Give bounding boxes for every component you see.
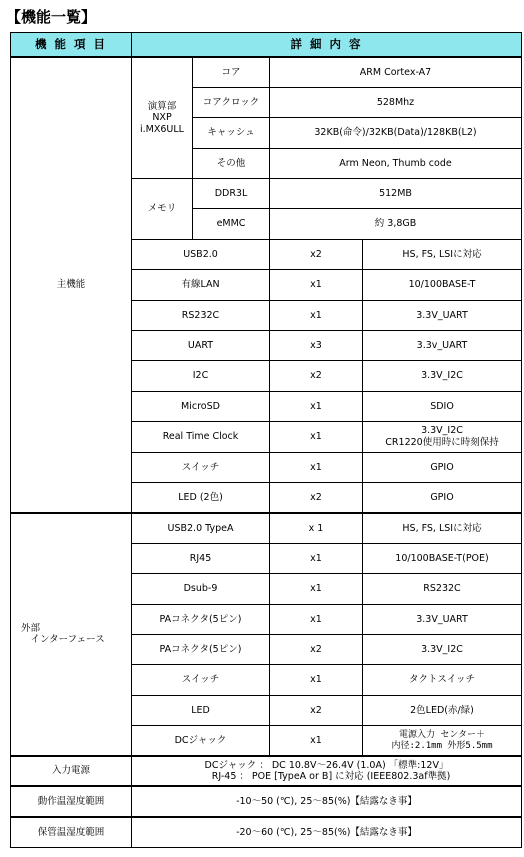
main-item: UART <box>132 331 270 361</box>
main-item: Real Time Clock <box>132 422 270 452</box>
main-item: I2C <box>132 361 270 391</box>
main-count: x2 <box>270 482 363 512</box>
memory-value: 約 3,8GB <box>270 209 522 239</box>
main-item: スイッチ <box>132 452 270 482</box>
table-row <box>11 817 522 847</box>
ext-detail: タクトスイッチ <box>363 665 522 695</box>
main-count: x1 <box>270 391 363 421</box>
ext-detail: 3.3V_I2C <box>363 634 522 664</box>
ext-count: x1 <box>270 574 363 604</box>
table-row <box>11 57 522 87</box>
op-temp-value: -10～50 (℃), 25～85(%)【結露なき事】 <box>132 786 522 816</box>
memory-label: メモリ <box>132 179 193 240</box>
ext-detail: 電源入力 センター＋ 内径:2.1mm 外形5.5mm <box>363 726 522 756</box>
ext-item: Dsub-9 <box>132 574 270 604</box>
external-interface-label: 外部 インターフェース <box>11 513 132 756</box>
main-count: x1 <box>270 270 363 300</box>
ext-detail: 3.3V_UART <box>363 604 522 634</box>
main-detail: GPIO <box>363 482 522 512</box>
power-value: DCジャック ： DC 10.8V～26.4V (1.0A) 「標準:12V」 RJ-45 ： POE [TypeA or B] に対応 (IEEE802.3af準拠) <box>132 756 522 786</box>
memory-item: eMMC <box>193 209 270 239</box>
op-temp-label: 動作温湿度範囲 <box>11 786 132 816</box>
main-item: RS232C <box>132 300 270 330</box>
cpu-item: キャッシュ <box>193 118 270 148</box>
table-header-row <box>11 33 522 58</box>
ext-item: PAコネクタ(5ピン) <box>132 634 270 664</box>
cpu-value: ARM Cortex-A7 <box>270 57 522 87</box>
ext-detail: HS, FS, LSIに対応 <box>363 513 522 543</box>
main-count: x2 <box>270 239 363 269</box>
main-detail: HS, FS, LSIに対応 <box>363 239 522 269</box>
storage-temp-label: 保管温湿度範囲 <box>11 817 132 847</box>
cpu-value: 528Mhz <box>270 87 522 117</box>
main-count: x2 <box>270 361 363 391</box>
ext-detail: 10/100BASE-T(POE) <box>363 543 522 573</box>
main-count: x1 <box>270 452 363 482</box>
main-item: USB2.0 <box>132 239 270 269</box>
ext-item: DCジャック <box>132 726 270 756</box>
table-row <box>11 786 522 816</box>
spec-table <box>10 32 522 848</box>
memory-item: DDR3L <box>193 179 270 209</box>
ext-item: LED <box>132 695 270 725</box>
ext-count: x1 <box>270 543 363 573</box>
header-detail: 詳 細 内 容 <box>132 33 522 58</box>
cpu-value: 32KB(命令)/32KB(Data)/128KB(L2) <box>270 118 522 148</box>
ext-item: RJ45 <box>132 543 270 573</box>
main-count: x3 <box>270 331 363 361</box>
main-detail: 3.3v_UART <box>363 331 522 361</box>
main-count: x1 <box>270 300 363 330</box>
ext-count: x1 <box>270 604 363 634</box>
ext-detail: 2色LED(赤/緑) <box>363 695 522 725</box>
cpu-label: 演算部 NXP i.MX6ULL <box>132 57 193 179</box>
main-item: 有線LAN <box>132 270 270 300</box>
main-detail: SDIO <box>363 391 522 421</box>
ext-count: x 1 <box>270 513 363 543</box>
main-item: LED (2色) <box>132 482 270 512</box>
ext-item: USB2.0 TypeA <box>132 513 270 543</box>
main-detail: GPIO <box>363 452 522 482</box>
ext-item: PAコネクタ(5ピン) <box>132 604 270 634</box>
cpu-item: コア <box>193 57 270 87</box>
cpu-item: その他 <box>193 148 270 178</box>
main-count: x1 <box>270 422 363 452</box>
cpu-item: コアクロック <box>193 87 270 117</box>
ext-count: x2 <box>270 634 363 664</box>
page-title: 【機能一覧】 <box>6 8 97 26</box>
ext-count: x1 <box>270 726 363 756</box>
ext-count: x1 <box>270 665 363 695</box>
storage-temp-value: -20～60 (℃), 25～85(%)【結露なき事】 <box>132 817 522 847</box>
main-item: MicroSD <box>132 391 270 421</box>
main-detail: 3.3V_UART <box>363 300 522 330</box>
power-label: 入力電源 <box>11 756 132 786</box>
main-function-label: 主機能 <box>11 57 132 513</box>
main-detail: 3.3V_I2C <box>363 361 522 391</box>
main-detail: 10/100BASE-T <box>363 270 522 300</box>
ext-item: スイッチ <box>132 665 270 695</box>
table-row <box>11 756 522 786</box>
header-item: 機 能 項 目 <box>11 33 132 58</box>
ext-count: x2 <box>270 695 363 725</box>
cpu-value: Arm Neon, Thumb code <box>270 148 522 178</box>
memory-value: 512MB <box>270 179 522 209</box>
main-detail: 3.3V_I2C CR1220使用時に時刻保持 <box>363 422 522 452</box>
table-row <box>11 513 522 543</box>
ext-detail: RS232C <box>363 574 522 604</box>
